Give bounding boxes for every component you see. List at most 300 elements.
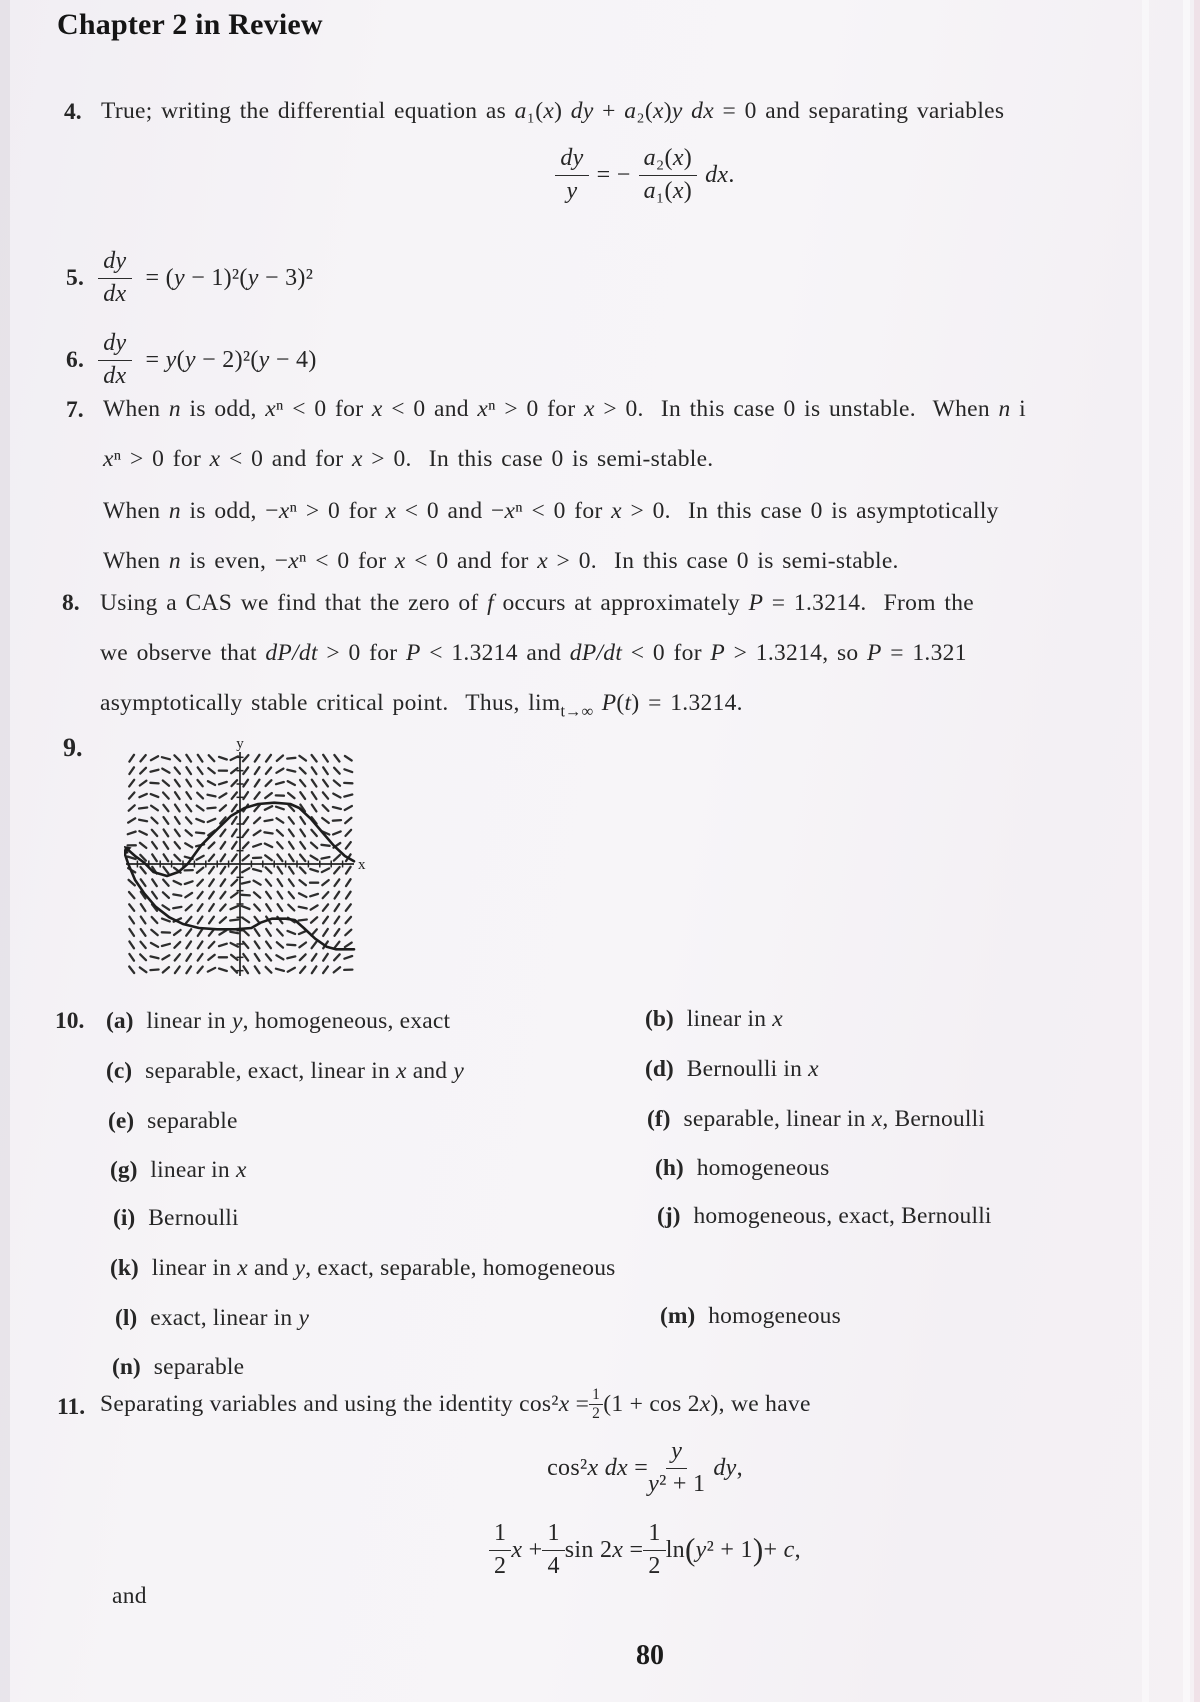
- problem-number: 7.: [66, 397, 84, 423]
- option-text: linear in x: [686, 1006, 783, 1032]
- equation-text: x +: [511, 1536, 543, 1563]
- y-axis-label: y: [236, 737, 244, 752]
- option-label: (f): [647, 1106, 671, 1132]
- fraction-denominator: 4: [547, 1552, 560, 1579]
- slope-dash: [242, 882, 250, 884]
- slope-dash: [175, 805, 180, 812]
- slope-dash: [289, 879, 294, 886]
- slope-dash: [334, 867, 339, 873]
- problem-number: 6.: [66, 346, 85, 373]
- display-equation: [90, 1512, 1200, 1588]
- slope-dash: [163, 967, 169, 972]
- slope-dash: [198, 967, 203, 973]
- fraction-denominator: dx: [103, 362, 127, 389]
- fraction-denominator: a₁(x): [643, 177, 693, 204]
- fraction-denominator: y: [566, 177, 578, 204]
- slope-dash: [152, 818, 158, 824]
- slope-dash: [323, 892, 329, 898]
- slope-dash: [334, 954, 340, 960]
- display-equation: [90, 136, 1200, 214]
- option-row: [645, 1006, 783, 1033]
- slope-dash: [344, 795, 352, 797]
- slope-dash: [219, 944, 227, 946]
- option-text: separable, linear in x, Bernoulli: [683, 1106, 986, 1132]
- slope-dash: [287, 758, 295, 759]
- slope-dash: [163, 892, 169, 898]
- slope-dash: [321, 845, 329, 846]
- fraction: [639, 146, 698, 203]
- slope-dash: [141, 942, 146, 948]
- slope-dash: [175, 967, 180, 974]
- option-text: separable: [153, 1354, 245, 1380]
- problem-6: [66, 318, 317, 402]
- slope-dash: [151, 794, 159, 797]
- slope-dash: [289, 867, 294, 874]
- slope-dash: [276, 969, 284, 971]
- slope-dash: [164, 830, 169, 837]
- slope-dash: [152, 892, 157, 899]
- option-text: exact, linear in y: [150, 1305, 310, 1331]
- slope-dash: [129, 954, 134, 961]
- option-text: Bernoulli in x: [686, 1056, 819, 1082]
- slope-dash: [175, 792, 180, 799]
- slope-dash: [186, 780, 191, 787]
- slope-dash: [219, 930, 226, 934]
- problem-number: 10.: [55, 1008, 85, 1034]
- slope-dash: [162, 944, 170, 946]
- slope-dash: [334, 967, 340, 972]
- slope-dash: [141, 879, 146, 886]
- slope-dash: [276, 807, 284, 810]
- slope-dash: [322, 818, 329, 823]
- slope-dash: [266, 954, 271, 960]
- slope-dash: [219, 793, 226, 797]
- problem-number: 4.: [64, 99, 82, 125]
- option-row: [655, 1155, 829, 1182]
- equation-rhs: = (y − 1)²(y − 3)²: [145, 264, 314, 291]
- slope-dash: [277, 929, 283, 935]
- option-text: separable, exact, linear in x and y: [145, 1058, 464, 1084]
- slope-dash: [197, 868, 203, 873]
- slope-dash: [243, 817, 248, 824]
- slope-dash: [323, 954, 328, 961]
- slope-dash: [186, 966, 191, 973]
- slope-dash: [300, 855, 305, 861]
- equation-rhs: dy,: [713, 1454, 743, 1481]
- slope-dash: [129, 755, 134, 762]
- slope-dash: [209, 843, 215, 849]
- option-row: [113, 1205, 239, 1232]
- slope-dash: [265, 855, 272, 860]
- solution-line: True; writing the differential equation as a₁(x) dy + a₂(x)y dx = 0 and separating variables: [101, 98, 1005, 124]
- option-label: (e): [108, 1108, 135, 1134]
- slope-dash: [175, 954, 180, 960]
- option-text: linear in x and y, exact, separable, homogeneous: [151, 1255, 616, 1281]
- slope-dash: [129, 904, 134, 911]
- slope-dash: [198, 767, 203, 774]
- slope-dash: [344, 769, 352, 772]
- fraction: [542, 1521, 564, 1578]
- slope-dash: [186, 830, 192, 835]
- slope-dash: [264, 832, 272, 833]
- slope-dash: [151, 806, 158, 811]
- slope-dash: [255, 954, 260, 961]
- fraction-numerator: dy: [98, 249, 131, 278]
- option-row: [110, 1157, 247, 1184]
- slope-dash: [209, 892, 214, 899]
- slope-dash: [221, 854, 226, 861]
- slope-dash: [162, 757, 170, 759]
- slope-dash: [164, 817, 169, 824]
- slope-dash: [323, 967, 328, 974]
- problem-number: 5.: [66, 264, 85, 291]
- slope-dash: [129, 880, 135, 886]
- slope-dash: [162, 769, 169, 773]
- slope-dash: [335, 892, 340, 899]
- slope-dash: [265, 793, 272, 798]
- option-text: Bernoulli: [148, 1205, 239, 1231]
- line-text: Separating variables and using the identity cos²x =: [100, 1390, 590, 1417]
- display-equation: [90, 1428, 1200, 1508]
- fraction-numerator: dy: [555, 146, 588, 175]
- slope-dash: [174, 930, 181, 935]
- fraction-denominator: 2: [494, 1552, 507, 1579]
- slope-dash: [289, 817, 294, 824]
- solution-line: [100, 1380, 811, 1428]
- slope-dash: [266, 942, 271, 949]
- slope-dash: [152, 879, 157, 886]
- slope-dash: [312, 942, 317, 949]
- slope-dash: [186, 929, 191, 936]
- problem-5: [66, 236, 313, 320]
- slope-dash: [128, 818, 135, 822]
- slope-dash: [141, 929, 146, 936]
- slope-dash: [253, 869, 261, 871]
- slope-dash: [220, 805, 226, 810]
- slope-dash: [209, 942, 215, 948]
- slope-dash: [345, 930, 351, 936]
- slope-dash: [345, 756, 352, 761]
- slope-dash: [163, 805, 168, 811]
- fraction: [589, 1387, 603, 1421]
- slope-dash: [346, 867, 351, 874]
- slope-dash: [128, 832, 136, 835]
- slope-dash: [276, 782, 284, 784]
- slope-dash: [334, 768, 340, 774]
- slope-dash: [278, 879, 283, 886]
- slope-dash: [232, 867, 237, 873]
- page-title: Chapter 2 in Review: [57, 8, 323, 41]
- slope-dash: [243, 792, 248, 799]
- slope-dash: [311, 917, 317, 922]
- slope-dash: [232, 780, 238, 786]
- slope-dash: [277, 818, 284, 823]
- slope-dash: [162, 919, 170, 922]
- slope-dash: [175, 768, 180, 774]
- slope-dash: [185, 893, 192, 897]
- option-row: [108, 1108, 238, 1135]
- option-row: [657, 1203, 992, 1230]
- slope-dash: [312, 954, 317, 961]
- slope-dash: [277, 830, 283, 836]
- slope-dash: [277, 842, 282, 848]
- slope-dash: [208, 781, 215, 785]
- slope-dash: [300, 817, 305, 824]
- slope-dash: [163, 867, 168, 874]
- option-row: [115, 1305, 309, 1332]
- slope-dash: [219, 757, 227, 760]
- fraction-numerator: 1: [589, 1387, 603, 1405]
- slope-dash: [139, 820, 147, 822]
- slope-dash: [209, 904, 214, 911]
- slope-dash: [220, 905, 225, 911]
- slope-dash: [265, 806, 272, 810]
- direction-field-svg: [124, 737, 374, 985]
- slope-dash: [243, 942, 248, 948]
- right-paren: ): [752, 1532, 764, 1567]
- slope-dash: [323, 904, 328, 910]
- slope-dash: [139, 794, 146, 797]
- slope-dash: [186, 792, 191, 799]
- slope-dash: [299, 943, 306, 948]
- slope-dash: [345, 943, 352, 948]
- slope-dash: [243, 780, 248, 787]
- fraction-denominator: dx: [103, 280, 127, 307]
- scan-edge-shadow-left: [0, 0, 10, 1702]
- slope-dash: [333, 807, 341, 809]
- slope-dash: [162, 955, 169, 959]
- slope-dash: [174, 855, 180, 861]
- slope-dash: [209, 855, 214, 861]
- slope-dash: [255, 966, 260, 973]
- solution-line: [100, 690, 743, 722]
- slope-dash: [232, 842, 237, 849]
- slope-dash: [300, 780, 305, 786]
- slope-dash: [231, 756, 238, 760]
- slope-dash: [243, 954, 248, 961]
- option-label: (j): [657, 1203, 681, 1229]
- fraction: [98, 249, 131, 306]
- slope-dash: [346, 842, 351, 849]
- fraction-denominator: 2: [592, 1404, 601, 1422]
- slope-dash: [150, 783, 158, 784]
- slope-dash: [221, 867, 226, 874]
- slope-dash: [163, 793, 169, 799]
- slope-dash: [255, 780, 260, 787]
- slope-dash: [299, 893, 306, 897]
- option-text: homogeneous, exact, Bernoulli: [693, 1203, 992, 1229]
- slope-dash: [254, 881, 261, 885]
- equation-text: y² + 1: [695, 1536, 753, 1563]
- slope-dash: [300, 954, 306, 960]
- slope-dash: [254, 892, 260, 897]
- equation-tail: dx.: [705, 161, 735, 188]
- solution-line: Using a CAS we find that the zero of f occurs at approximately P = 1.3214. From the: [100, 590, 974, 616]
- slope-dash: [333, 831, 341, 834]
- option-label: (a): [106, 1008, 134, 1034]
- slope-dash: [164, 842, 169, 849]
- slope-dash: [243, 930, 249, 936]
- slope-dash: [334, 755, 339, 762]
- equation-rhs: = y(y − 2)²(y − 4): [145, 346, 317, 373]
- equation-text: ln: [665, 1536, 685, 1563]
- option-label: (g): [110, 1157, 138, 1183]
- slope-dash: [288, 793, 294, 798]
- fraction-denominator: 2: [648, 1552, 661, 1579]
- slope-dash: [219, 969, 227, 972]
- slope-dash: [255, 792, 260, 799]
- slope-dash: [311, 830, 316, 836]
- option-text: linear in x: [150, 1157, 247, 1183]
- slope-dash: [129, 929, 134, 936]
- slope-dash: [276, 769, 283, 773]
- slope-dash: [198, 780, 203, 786]
- slope-dash: [129, 805, 135, 810]
- slope-dash: [186, 767, 191, 774]
- slope-dash: [141, 904, 146, 911]
- slope-dash: [312, 792, 317, 799]
- slope-dash: [311, 856, 318, 860]
- slope-dash: [243, 842, 249, 848]
- slope-dash: [243, 830, 248, 836]
- slope-dash: [322, 868, 329, 872]
- slope-dash: [265, 820, 273, 821]
- fraction: [489, 1521, 511, 1578]
- solution-line: When n is odd, −xⁿ > 0 for x < 0 and −xⁿ < 0 for x > 0. In this case 0 is asymptotically: [103, 498, 999, 524]
- slope-dash: [186, 954, 191, 961]
- line-text: P(t) = 1.3214.: [601, 690, 743, 716]
- solution-line: When n is odd, xⁿ < 0 for x < 0 and xⁿ > 0 for x > 0. In this case 0 is unstable. When n i: [103, 396, 1026, 422]
- slope-dash: [299, 931, 307, 934]
- slope-dash: [254, 831, 261, 836]
- slope-dash: [197, 880, 203, 886]
- slope-dash: [231, 880, 237, 886]
- option-label: (h): [655, 1155, 684, 1181]
- slope-dash: [175, 817, 180, 824]
- slope-dash: [277, 756, 283, 761]
- slope-dash: [220, 892, 225, 899]
- slope-dash: [207, 808, 215, 809]
- slope-dash: [140, 954, 146, 960]
- page-number: 80: [636, 1640, 664, 1671]
- slope-dash: [266, 755, 271, 762]
- slope-dash: [346, 892, 351, 899]
- slope-dash: [173, 907, 181, 908]
- slope-dash: [255, 942, 260, 949]
- option-text: linear in y, homogeneous, exact: [146, 1008, 451, 1034]
- slope-dash: [266, 929, 271, 936]
- equals-minus: = −: [596, 161, 631, 188]
- slope-dash: [174, 755, 180, 761]
- slope-dash: [198, 917, 203, 924]
- slope-dash: [277, 942, 283, 947]
- option-row: [645, 1056, 819, 1083]
- slope-dash: [175, 842, 180, 848]
- slope-dash: [141, 755, 146, 761]
- slope-dash: [164, 854, 169, 861]
- fraction-numerator: dy: [98, 331, 131, 360]
- slope-dash: [152, 842, 157, 849]
- slope-dash: [276, 955, 283, 959]
- slope-dash: [322, 857, 330, 859]
- slope-dash: [312, 755, 317, 762]
- slope-dash: [129, 780, 134, 787]
- slope-dash: [208, 795, 216, 797]
- slope-dash: [346, 830, 352, 836]
- slope-dash: [242, 906, 250, 909]
- slope-dash: [151, 756, 158, 760]
- fraction-numerator: y: [666, 1439, 687, 1468]
- slope-dash: [163, 905, 170, 910]
- slope-dash: [242, 868, 249, 872]
- slope-dash: [129, 967, 134, 974]
- slope-dash: [208, 968, 215, 972]
- option-text: homogeneous: [696, 1155, 830, 1181]
- option-row: [110, 1255, 616, 1282]
- slope-dash: [230, 920, 238, 921]
- slope-dash: [198, 942, 203, 949]
- slope-dash: [344, 956, 352, 959]
- slope-dash: [255, 929, 260, 936]
- slope-dash: [220, 830, 225, 837]
- slope-dash: [323, 755, 328, 762]
- slope-dash: [255, 767, 260, 774]
- problem-number: 9.: [63, 733, 83, 762]
- slope-dash: [288, 931, 296, 934]
- slope-dash: [300, 880, 306, 885]
- slope-dash: [242, 895, 250, 896]
- slope-dash: [232, 967, 238, 973]
- slope-dash: [346, 879, 351, 886]
- slope-dash: [335, 904, 340, 911]
- slope-dash: [288, 781, 295, 785]
- equation-lhs: cos²x dx =: [547, 1454, 649, 1481]
- equation-text: sin 2x =: [564, 1536, 644, 1563]
- slope-dash: [209, 755, 215, 761]
- slope-dash: [265, 844, 272, 848]
- slope-dash: [300, 830, 305, 837]
- slope-dash: [323, 917, 328, 924]
- slope-dash: [196, 833, 204, 834]
- slope-dash: [232, 830, 237, 837]
- slope-dash: [300, 867, 306, 873]
- slope-dash: [151, 943, 158, 947]
- slope-dash: [289, 854, 294, 861]
- slope-dash: [312, 780, 317, 787]
- slope-dash: [232, 792, 237, 798]
- slope-dash: [311, 843, 317, 849]
- slope-dash: [140, 768, 146, 774]
- line-text: (1 + cos 2x), we have: [603, 1390, 811, 1417]
- option-text: separable: [147, 1108, 238, 1134]
- slope-dash: [152, 854, 157, 861]
- option-label: (d): [645, 1056, 674, 1082]
- slope-dash: [287, 770, 295, 772]
- slope-dash: [255, 755, 260, 762]
- slope-dash: [266, 867, 272, 873]
- x-axis-label: x: [358, 857, 366, 873]
- slope-dash: [345, 818, 351, 823]
- limit-subscript: t→∞: [560, 701, 594, 721]
- slope-dash: [198, 904, 203, 911]
- slope-dash: [254, 818, 260, 824]
- slope-dash: [323, 929, 328, 936]
- slope-dash: [346, 917, 351, 923]
- slope-dash: [197, 806, 204, 811]
- slope-dash: [198, 755, 203, 762]
- slope-dash: [174, 942, 180, 948]
- slope-dash: [266, 780, 272, 786]
